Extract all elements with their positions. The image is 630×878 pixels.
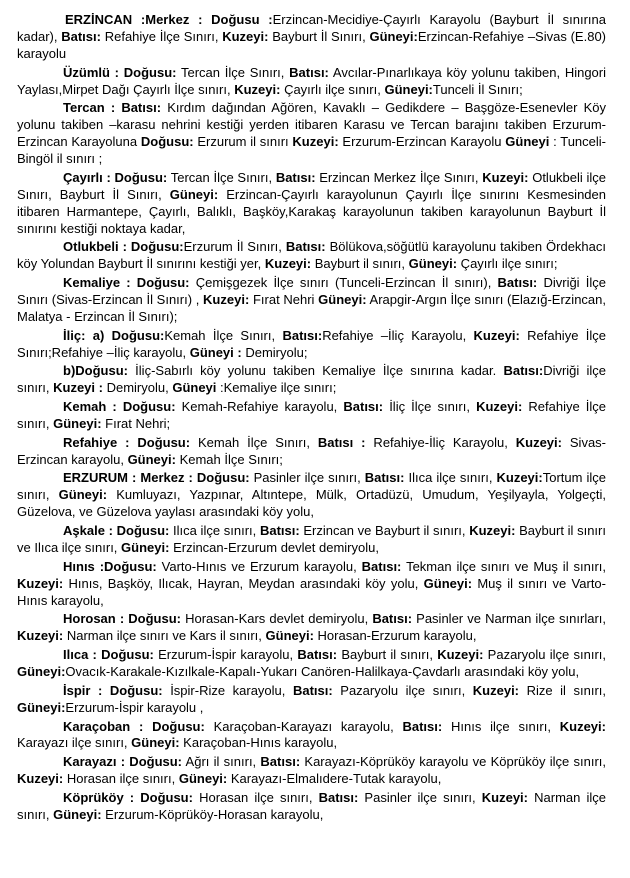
boundary-label: Güneyi: [178,771,228,787]
boundary-label: Güneyi: [121,539,170,555]
paragraph-hinis [17,559,606,610]
boundary-text: Karaçoban-Hınıs karayolu, [179,735,338,751]
boundary-text: İliç İlçe sınırı, [383,399,477,415]
paragraph-ispir [17,683,606,717]
boundary-text: Demiryolu, [102,380,173,396]
boundary-label: Refahiye : Doğusu: [63,434,191,450]
boundary-text: Divriği İlçe Sınırı (Sivas-Erzincan İl Sınırı) , [17,275,606,307]
boundary-text: Erzurum İl Sınırı, [183,239,286,255]
boundary-text: Kemah-Refahiye karayolu, [175,399,344,415]
paragraph-cayirli [17,170,606,238]
boundary-text: Muş il sınırı ve Varto-Hınıs karayolu, [17,575,606,608]
paragraph-erzurum-merkez [17,470,606,521]
boundary-label: ERZURUM : Merkez : Doğusu: [63,470,250,486]
boundary-text: Kemah İlçe Sınırı; [175,451,283,467]
paragraph-kemah [17,399,606,433]
boundary-label: Batısı: [497,275,538,291]
boundary-label: Kuzeyi: [203,291,250,307]
boundary-text: Refahiye İlçe sınırı, [17,399,606,431]
boundary-label: Kuzeyi: [234,81,281,97]
boundary-text: Hınıs ilçe sınırı, [442,718,560,734]
paragraph-ilic-b [17,363,606,397]
boundary-label: Kuzeyi: [481,789,528,805]
boundary-label: Güneyi: [384,81,433,97]
boundary-label: Ilıca : Doğusu: [63,647,154,663]
boundary-text: Fırat Nehri [249,291,319,307]
boundary-label: Kuzeyi: [476,399,523,415]
boundary-text: Erzurum-İspir karayolu , [65,699,204,715]
boundary-text: Erzincan Merkez İlçe Sınırı, [315,169,483,185]
boundary-text: Fırat Nehri; [101,415,171,431]
paragraph-karacoban [17,719,606,753]
boundary-text: Sivas-Erzincan karayolu, [17,434,607,467]
boundary-text: Bayburt il sınırı, [311,256,409,272]
boundary-label: Kuzeyi: [473,327,520,343]
boundary-label: Güneyi: [131,735,180,751]
boundary-label: Güneyi: [423,575,473,591]
boundary-label: Batısı: [275,169,316,185]
boundary-text: Karayazı-Köprüköy karayolu ve Köprüköy ilçe sınırı, [300,754,606,770]
boundary-text: Bayburt il sınırı, [337,647,438,663]
boundary-label: Tercan : Batısı: [63,100,162,116]
boundary-text: Pasinler ilçe sınırı, [249,470,365,486]
paragraph-ilic-a [17,328,606,362]
boundary-label: Karayazı : Doğusu: [63,754,183,770]
boundary-text: Varto-Hınıs ve Erzurum karayolu, [156,558,362,574]
boundary-label: Aşkale : Doğusu: [63,523,170,539]
boundary-text: Erzincan-Erzurum devlet demiryolu, [169,539,379,555]
boundary-text: Erzincan-Refahiye –Sivas (E.80) karayolu [17,28,607,61]
boundary-label: Batısı: [297,647,338,663]
boundary-label: Kemah : Doğusu: [63,399,176,415]
boundary-text: Erzincan ve Bayburt il sınırı, [299,523,470,539]
boundary-label: Köprüköy : Doğusu: [63,789,193,805]
boundary-text: Kemah İlçe Sınırı, [164,327,283,343]
paragraph-refahiye [17,435,606,469]
boundary-text: Otlukbeli ilçe Sınırı, Bayburt İl Sınırı, [17,169,607,202]
boundary-label: Güneyi [505,134,550,150]
boundary-label: Batısı : [317,434,366,450]
boundary-label: Güneyi [172,380,217,396]
boundary-label: b)Doğusu: [63,363,128,379]
boundary-label: Batısı: [402,718,443,734]
boundary-text: Bayburt il sınırı ve Ilıca ilçe sınırı, [17,523,606,555]
boundary-label: Güneyi: [17,664,66,679]
boundary-label: Batısı: [364,470,405,486]
boundary-text: Tekman ilçe sınırı ve Muş il sınırı, [401,558,606,574]
boundary-text: Narman ilçe sınırı ve Kars il sınırı, [63,628,266,644]
boundary-label: Kuzeyi: [515,434,562,450]
boundary-label: Batısı: [292,682,333,698]
boundary-label: Batısı: [289,64,329,80]
boundary-text: Erzurum-İspir karayolu, [153,647,298,663]
boundary-label: Batısı: [343,399,384,415]
paragraph-askale [17,523,606,557]
boundary-label: Batısı: [282,327,323,343]
boundary-text: :Kemaliye ilçe sınırı; [216,380,337,396]
boundary-text: Erzincan-Çayırlı karayolunun Çayırlı İlçe sınırını Kesmesinden itibaren Harmantepe, Çayırlı, Balıklı, Başköy,Karakaş karayolunun takiben karayolunun Bayburt İl sınırını kestiği noktaya kadar, [17,186,606,236]
boundary-text: Ovacık-Karakale-Kızılkale-Kapalı-Yukarı Canören-Halilkaya-Çavdarlı arasındaki köy yolu, [65,664,580,679]
paragraph-otlukbeli [17,239,606,273]
boundary-label: Güneyi: [369,28,418,44]
boundary-label: Güneyi: [408,256,458,272]
boundary-text: Erzurum il sınırı [193,134,293,150]
boundary-text: Kırdım dağından Ağören, Kavaklı – Gedikdere – Başgöze-Esenevler Köy yolunu takiben –karasu nehrini kestiği yerden itibaren Karasu ve Tercan barajını takiben Erzurum-Erzincan Karayoluna [17,100,606,150]
boundary-label: Kuzeyi: [17,628,64,644]
boundary-text: Pazaryolu ilçe sınırı, [483,647,606,663]
boundary-text: Ilıca ilçe sınırı, [169,523,260,539]
boundary-text: Erzincan-Mecidiye-Çayırlı Karayolu (Bayburt İl sınırına kadar), [17,12,606,44]
boundary-label: Hınıs :Doğusu: [63,558,157,574]
boundary-text: Refahiye İlçe Sınırı, [100,28,223,44]
boundary-text: Pasinler ve Narman ilçe sınırları, [412,611,606,627]
boundary-label: Çayırlı : Doğusu: [63,169,168,185]
boundary-text: Horasan ilçe sınırı, [192,789,319,805]
paragraph-koprukoy [17,790,606,824]
boundary-text: Kumluyazı, Yazpınar, Altıntepe, Mülk, Ortadüzü, Umudum, Yeşilyayla, Yolgeçti, Güzelova, ve Güzelova yaylası arasındaki köy yolu, [17,487,607,520]
boundary-label: Doğusu: [140,134,194,150]
boundary-text: İliç-Sabırlı köy yolunu takiben Kemaliye İlçe sınırına kadar. [127,363,504,379]
boundary-label: Güneyi : [189,344,242,360]
boundary-label: Otlukbeli : Doğusu: [63,239,184,255]
boundary-label: Karaçoban : Doğusu: [63,718,205,734]
boundary-text: Avcılar-Pınarlıkaya köy yolunu takiben, Hingori Yaylası,Mirpet Dağı Çayırlı İlçe sınırı, [17,64,607,97]
boundary-label: Kuzeyi: [17,771,64,787]
boundary-text: Demiryolu; [241,344,308,360]
boundary-text: Narman ilçe sınırı, [17,789,606,822]
paragraph-ilica [17,647,606,681]
boundary-label: Batısı: [318,789,359,805]
boundary-text: Tortum ilçe sınırı, [17,470,606,503]
boundary-label: Kuzeyi: [437,647,484,663]
boundary-text: Erzurum-Köprüköy-Horasan karayolu, [101,806,324,822]
boundary-text: Tercan İlçe Sınırı, [167,169,276,185]
paragraph-uzumlu [17,65,606,99]
boundary-label: Batısı: [259,523,300,539]
boundary-label: Kuzeyi: [469,523,516,539]
boundary-label: Güneyi: [58,487,108,503]
boundary-text: Kemah İlçe Sınırı, [190,434,318,450]
boundary-text: Refahiye İlçe Sınırı;Refahiye –İliç karayolu, [17,327,606,360]
boundary-label: Kuzeyi : [53,380,103,396]
boundary-label: İliç: a) Doğusu: [63,327,165,343]
boundary-text: Erzurum-Erzincan Karayolu [338,134,506,150]
boundary-text: Ilıca ilçe sınırı, [404,470,497,486]
boundary-text: Tunceli İl Sınırı; [432,81,523,97]
boundary-text: Çayırlı ilçe sınırı; [457,256,558,272]
boundary-label: Batısı: [361,558,402,574]
boundary-label: Güneyi: [169,186,219,202]
boundary-text: Ağrı il sınırı, [182,754,261,770]
boundary-label: Güneyi: [127,451,176,467]
boundary-label: Güneyi: [318,291,367,307]
boundary-text: Hınıs, Başköy, Ilıcak, Hayran, Meydan arasındaki köy yolu, [63,575,424,591]
boundary-label: Kuzeyi: [17,575,64,591]
boundary-text: Horasan ilçe sınırı, [63,771,179,787]
boundary-label: Batısı: [503,363,544,379]
boundary-label: Batısı: [260,754,301,770]
boundary-label: ERZİNCAN :Merkez : Doğusu : [65,12,273,27]
boundary-text: Çemişgezek İlçe sınırı (Tunceli-Erzincan İl sınırı), [189,275,498,291]
boundary-label: Batısı: [372,611,413,627]
boundary-label: Kemaliye : Doğusu: [63,275,190,291]
paragraph-tercan [17,100,606,168]
boundary-text: Karaçoban-Karayazı karayolu, [204,718,403,734]
paragraph-erzincan-merkez [17,12,606,63]
boundary-label: Batısı: [285,239,326,255]
boundary-label: İspir : Doğusu: [63,682,163,698]
boundary-text: Rize il sınırı, [519,682,606,698]
boundary-label: Horosan : Doğusu: [63,611,181,627]
boundary-label: Batısı: [61,28,101,44]
boundary-list [17,12,606,824]
boundary-text: Pasinler ilçe sınırı, [358,789,482,805]
boundary-text: Bayburt İl Sınırı, [268,28,370,44]
boundary-text: Karayazı ilçe sınırı, [17,735,132,751]
boundary-text: İspir-Rize karayolu, [162,682,293,698]
boundary-text: Refahiye-İliç Karayolu, [365,434,516,450]
boundary-label: Güneyi: [53,415,102,431]
boundary-label: Kuzeyi: [496,470,543,486]
boundary-text: Horasan-Erzurum karayolu, [313,628,477,644]
boundary-label: Kuzeyi: [482,169,529,185]
paragraph-kemaliye [17,275,606,326]
boundary-text: : Tunceli-Bingöl il sınırı ; [17,134,606,167]
boundary-label: Üzümlü : Doğusu: [63,64,177,80]
boundary-text: Çayırlı ilçe sınırı, [280,81,385,97]
boundary-label: Güneyi: [53,806,102,822]
boundary-label: Kuzeyi: [292,134,339,150]
boundary-label: Kuzeyi: [559,718,606,734]
paragraph-horasan [17,611,606,645]
boundary-text: Divriği ilçe sınırı, [17,363,607,396]
boundary-label: Kuzeyi: [222,28,269,44]
boundary-label: Güneyi: [265,628,314,644]
boundary-text: Horasan-Kars devlet demiryolu, [181,611,373,627]
boundary-text: Tercan İlçe Sınırı, [176,64,290,80]
boundary-label: Kuzeyi: [472,682,520,698]
boundary-label: Güneyi: [17,699,66,715]
boundary-text: Karayazı-Elmalıdere-Tutak karayolu, [227,771,442,787]
boundary-label: Kuzeyi: [264,256,312,272]
boundary-text: Arapgir-Argın İlçe sınırı (Elazığ-Erzincan, Malatya - Erzincan İl Sınırı); [17,291,606,324]
boundary-text: Bölükova,söğütlü karayolunu takiben Ördekhacı köy Yolundan Bayburt İl sınırını kestiği yer, [17,239,606,272]
paragraph-karayazi [17,754,606,788]
boundary-text: Refahiye –İliç Karayolu, [322,327,474,343]
boundary-text: Pazaryolu ilçe sınırı, [332,682,473,698]
